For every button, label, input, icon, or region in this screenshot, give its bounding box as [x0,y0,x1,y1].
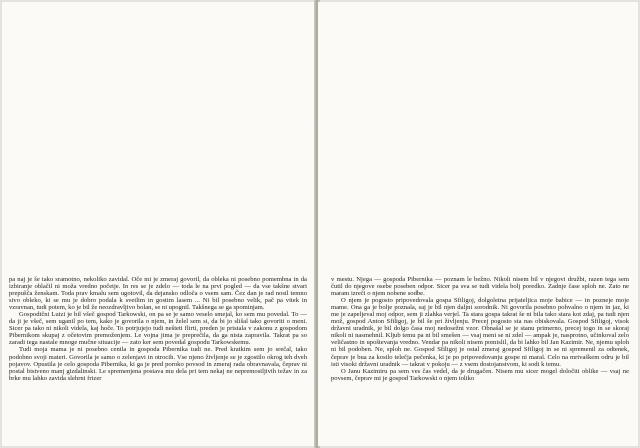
paragraph: O Janu Kazimiru pa sem ves čas vedel, da je drugačen. Nisem mu sicer mogel določiti oblike — vsaj ne povsem, čeprav mi je gospod Tarkowski o njem toliko [331,367,629,382]
paragraph: Tudi moja mama je ni posebno cenila in gospoda Pibernika tudi ne. Pred kratkim sem jo srečal, tako podobno svoji materi. Govorila je samo o zelenjavi in otrocih. Vse njeno življenje se je zgostilo okrog teh dveh pojavov. Opustila je celo gospoda Pibernika, ki ga je pred poroko povsod in zmeraj rada obravnavala, čeprav ni postal bistveno manj gizdalinski. Le spremenjena postava mu dela pri tem nekaj ne nepremostljivih težav in za brke mu lahko zavida slehrni frizer [9,346,307,382]
paragraph: O njem je pogosto pripovedovala gospa Sfiligoj, dolgoletna prijateljica moje babice — in pozneje moje mame. Ona ga je bolje poznala, saj je bil njen daljni sorodnik. Ni govorila posebno pohvalno o njem in jaz, ki me je zapeljeval moj odpor, sem ji zlahka verjel. Ta stara gospa takrat še ni bila tako stara kot zdaj, pa tudi njen mož, gospod Anton Sfiligoj, je bil še pri življenju. Precej pogosto sta nas obiskovala. Gospod Sfiligoj, visok državni uradnik, je bil dolgo časa moj nedosežni vzor. Obnašal se je stanu primerno, precej togo in se skoraj nikoli ni nasmehnil. Kljub temu pa ni bil smešen — vsaj meni se ni zdel — ampak je, nasprotno, učinkoval zelo veličastno in upoštevanja vredno. Vendar pa nikoli nisem pomislil, da bi lahko bil Jan Kazimir. Ne, njemu sploh ni bil podoben. Ne, sploh ne. Gospod Sfiligoj je ostal zmeraj gospod Sfiligoj in se ni spremenil za odtenek, čeprav je bua za kosilo telečja pečenka, ki je po pripovedovanju gospe ni maral. Celo na mrtvaškem odru je bil isti visoki državni uradnik — takrat v pokoju — z vsem dostojanstvom, ki sodi k temu. [331,297,629,368]
paragraph: v mestu. Njega — gospoda Pibernika — poznam le bežno. Nikoli nisem bil v njegovi družbi, razen tega sem čutil do njegove osebe poseben odpor. Sicer pa sva se tudi videla bolj poredko. Zadnje čase sploh ne. Zato ne maram izreči o njem nobene sodbe. [331,276,629,298]
paragraph: pa naj je še tako sramotno, nekoliko zavidal. Oče mi je zmeraj govoril, da obleka ni posebno pomembna in da izbiranje oblačil ni moža vredno početje. In res se je zdelo — toda le na prvi pogled — da vse takšne stvari prepušča ženskam. Toda prav kmalu sem ugotovil, da dejansko odloča o vsem sam. Čez dan je rad nosil temno sivo obleko, ki se mu je dobro podala k svetlim in gostim lasem ... Ni bil posebno velik, pač pa vitek in vzravnan, tudi potem, ko je bil že neozdravljivo bolan, se ni upognil. Takšnega se ga spominjam. [9,276,307,312]
left-page [2,2,316,446]
left-page-text [9,276,307,382]
paragraph: Gospodični Luizi je bil všeč gospod Tarkowski, on pa se je samo veselo smejal, ko sem mu povedal. To — da ji je všeč, sem uganil po tem, kako je govorila o njem, in želel sem si, da bi jo slišal tako govoriti o meni. Sicer pa tako ni nikoli videla, kaj hoče. To potrjujejo tudi nešteti flirti, preden je pristala v zakonu z gospodom Pibernikom skupaj z očetovim premoženjem. Le vojna jima je preprečila, da ga nista zapravila. Takrat pa so zaradi tega nastale mnoge mučne situacije — zato ker sem povedal gospodu Tarkowskemu. [9,311,307,347]
right-page-text [331,276,629,382]
right-page [318,2,638,446]
